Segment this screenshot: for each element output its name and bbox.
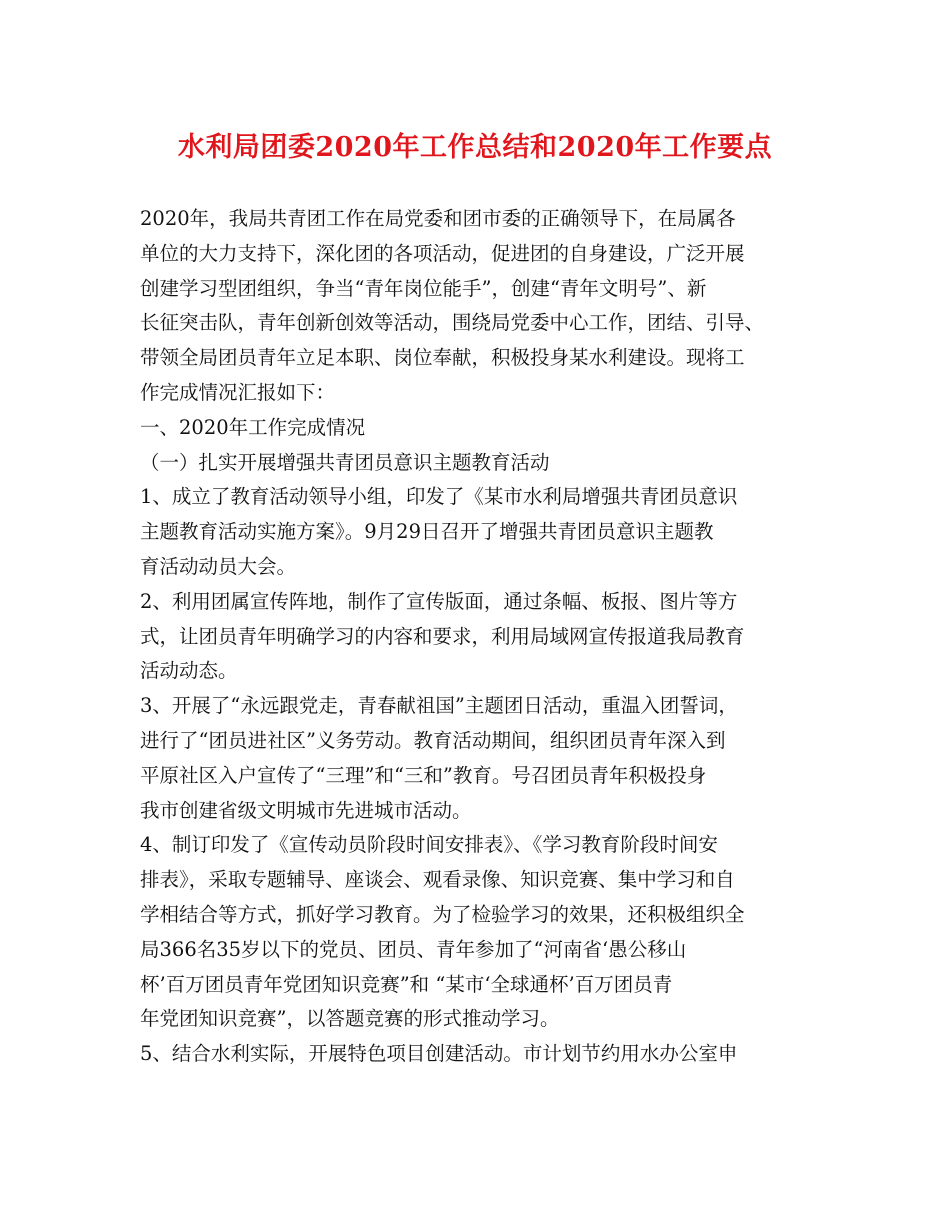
body-line: 杯’百万团员青年党团知识竞赛”和 “某市‘全球通杯’百万团员青 [140,972,673,996]
body-line: 年党团知识竞赛”，以答题竞赛的形式推动学习。 [140,1007,560,1031]
body-line: 带领全局团员青年立足本职、岗位奉献，积极投身某水利建设。现将工 [140,346,745,370]
body-line: 局366名35岁以下的党员、团员、青年参加了“河南省‘愚公移山 [140,937,687,961]
body-line: 排表》，采取专题辅导、座谈会、观看录像、知识竞赛、集中学习和自 [140,868,735,892]
body-line: 平原社区入户宣传了“三理”和“三和”教育。号召团员青年积极投身 [140,763,707,787]
body-line: 2、利用团属宣传阵地，制作了宣传版面，通过条幅、板报、图片等方 [140,589,738,613]
body-line: 创建学习型团组织，争当“青年岗位能手”，创建“青年文明号”、新 [140,276,707,300]
body-line: 3、开展了“永远跟党走，青春献祖国”主题团日活动，重温入团誓词， [140,694,738,718]
body-line: 进行了“团员进社区”义务劳动。教育活动期间，组织团员青年深入到 [140,728,726,752]
body-line: 主题教育活动实施方案》。9月29日召开了增强共青团员意识主题教 [140,520,714,544]
body-line: 2020年，我局共青团工作在局党委和团市委的正确领导下，在局属各 [140,207,736,230]
body-line: 1、成立了教育活动领导小组，印发了《某市水利局增强共青团员意识 [140,485,738,509]
body-line: 我市创建省级文明城市先进城市活动。 [140,798,472,822]
body-line: 育活动动员大会。 [140,554,297,578]
body-line: 学相结合等方式，抓好学习教育。为了检验学习的效果，还积极组织全 [140,902,745,926]
document-body [140,202,820,1072]
document-title: 水利局团委2020年工作总结和2020年工作要点 [177,132,773,163]
section-heading: 一、2020年工作完成情况 [140,415,366,439]
subsection-heading: （一）扎实开展增强共青团员意识主题教育活动 [140,450,550,474]
body-line: 5、结合水利实际，开展特色项目创建活动。市计划节约用水办公室申 [140,1042,738,1066]
body-line: 长征突击队，青年创新创效等活动，围绕局党委中心工作，团结、引导、 [140,311,765,335]
body-line: 式，让团员青年明确学习的内容和要求，利用局域网宣传报道我局教育 [140,624,745,648]
body-line: 4、制订印发了《宣传动员阶段时间安排表》、《学习教育阶段时间安 [140,833,718,857]
body-line: 作完成情况汇报如下： [140,380,336,404]
body-line: 活动动态。 [140,659,238,683]
body-line: 单位的大力支持下，深化团的各项活动，促进团的自身建设，广泛开展 [140,241,745,265]
